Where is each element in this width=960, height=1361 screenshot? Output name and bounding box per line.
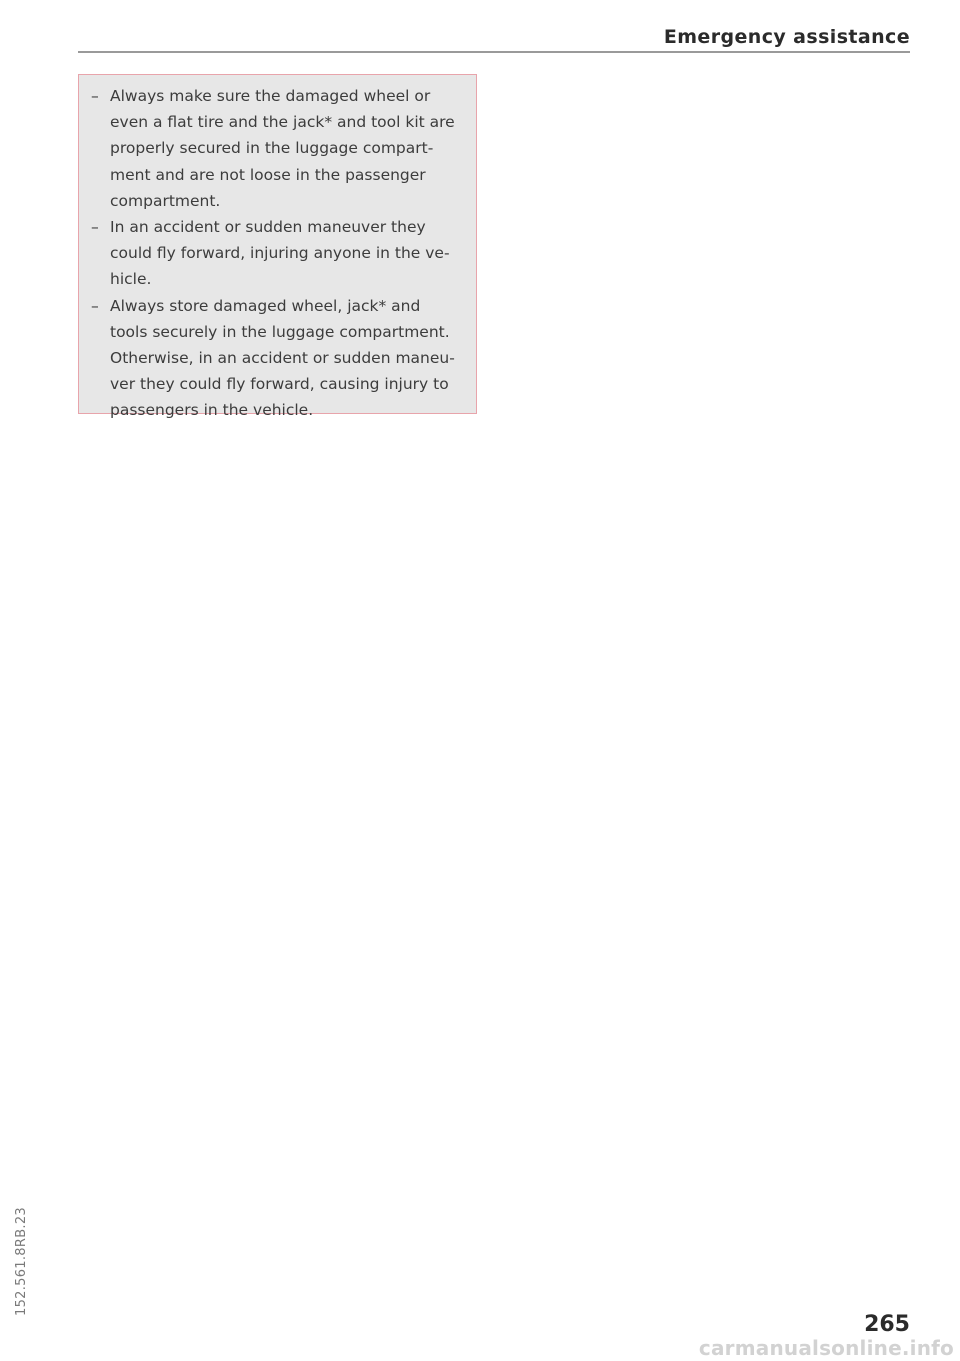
warning-item	[91, 293, 462, 424]
warning-item-text: In an accident or sudden maneuver they could fly forward, injuring anyone in the vehicle.	[110, 218, 450, 289]
warning-item	[91, 214, 462, 293]
header-divider	[78, 51, 910, 53]
warning-item-text: Always make sure the damaged wheel or even a flat tire and the jack* and tool kit are properly secured in the luggage compartment and are not loose in the passenger compartment.	[110, 87, 455, 210]
section-title: Emergency assistance	[663, 26, 910, 48]
page-number: 265	[864, 1312, 910, 1337]
bullet-dash: –	[91, 218, 99, 237]
warning-item	[91, 83, 462, 214]
bullet-dash: –	[91, 87, 99, 105]
warning-list	[91, 83, 462, 424]
warning-item-text: Always store damaged wheel, jack* and tools securely in the luggage compartment. Otherwise, in an accident or sudden maneuver they could fly forward, causing injury to passengers in the vehicle.	[110, 296, 455, 420]
watermark: carmanualsonline.info	[698, 1336, 954, 1360]
bullet-dash: –	[91, 296, 99, 315]
document-code: 152.561.8RB.23	[14, 1207, 29, 1316]
warning-box	[78, 74, 477, 420]
